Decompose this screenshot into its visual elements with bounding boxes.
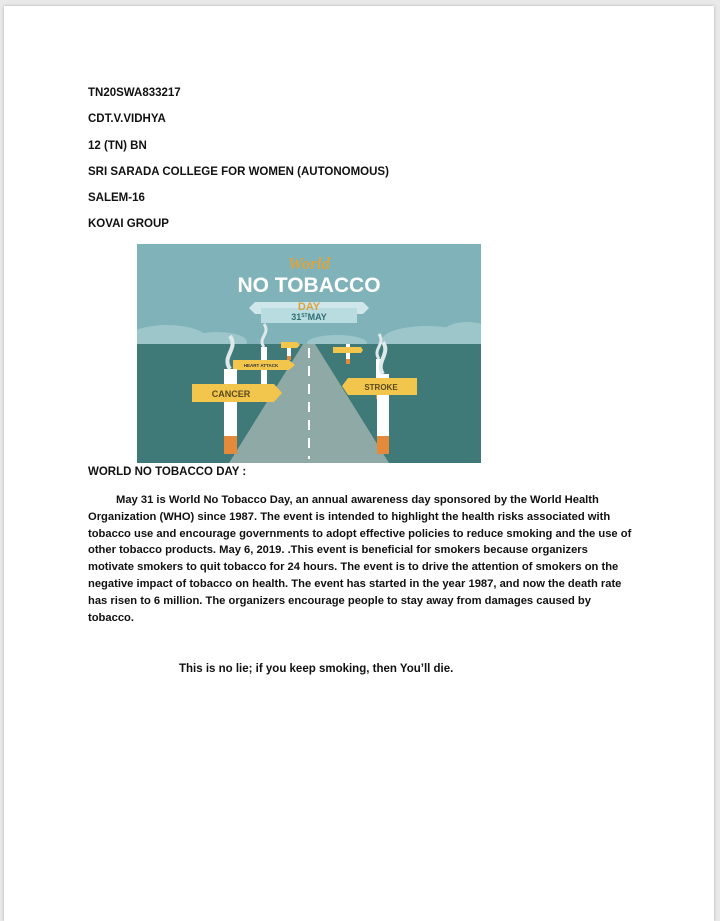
- svg-text:STROKE: STROKE: [364, 383, 398, 392]
- document-page: [4, 6, 714, 921]
- far-sign-left: [281, 342, 300, 348]
- group-name: KOVAI GROUP: [88, 218, 169, 230]
- section-heading: WORLD NO TOBACCO DAY :: [88, 466, 247, 478]
- no-tobacco-day-poster: [137, 244, 481, 463]
- cadet-id: TN20SWA833217: [88, 87, 181, 99]
- poster-day-text: DAY: [297, 301, 321, 313]
- poster-world-text: World: [287, 254, 331, 273]
- closing-quote: This is no lie; if you keep smoking, then You’ll die.: [179, 663, 454, 675]
- cadet-name: CDT.V.VIDHYA: [88, 113, 166, 125]
- college-name: SRI SARADA COLLEGE FOR WOMEN (AUTONOMOUS): [88, 166, 389, 178]
- far-sign-right: [333, 347, 363, 353]
- paragraph-text: May 31 is World No Tobacco Day, an annual awareness day sponsored by the World Health Organization (WHO) since 1987. The event is intended to highlight the health risks associated with tobacco use and encourage governments to adopt effective policies to reduce smoking and the use of other tobacco products. May 6, 2019. .This event is beneficial for smokers because organizers motivate smokers to quit tobacco for 24 hours. The event is to drive the attention of smokers on the negative impact of tobacco on health. The event has started in the year 1987, and now the death rate has risen to 6 million. The organizers encourage people to stay away from damages caused by tobacco.: [88, 494, 632, 624]
- poster-no-tobacco-text: NO TOBACCO: [237, 274, 381, 297]
- poster-date-text: 31STMAY: [291, 312, 327, 322]
- svg-text:CANCER: CANCER: [211, 389, 251, 399]
- body-paragraph: [88, 492, 636, 626]
- city: SALEM-16: [88, 192, 145, 204]
- battalion: 12 (TN) BN: [88, 140, 147, 152]
- svg-text:HEART ATTACK: HEART ATTACK: [243, 363, 279, 368]
